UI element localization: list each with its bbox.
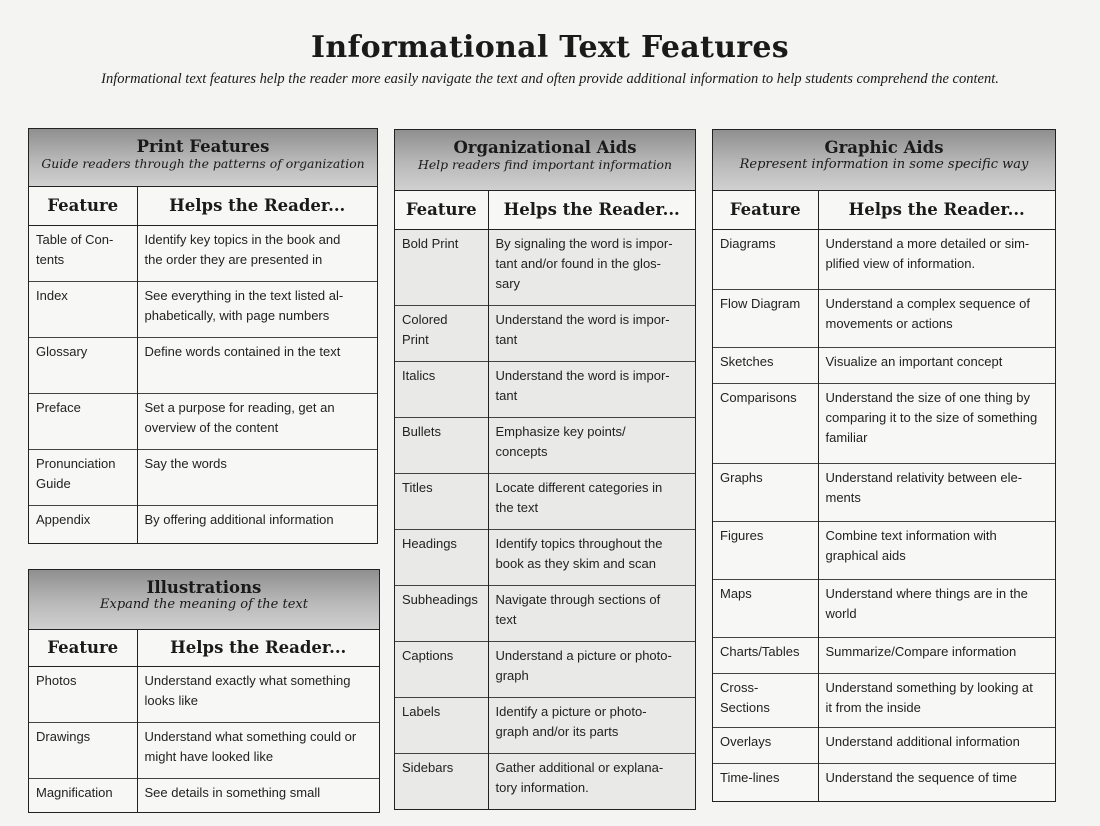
feature-cell: Bold Print	[395, 229, 488, 305]
feature-cell: Captions	[395, 641, 488, 697]
table-row	[395, 753, 695, 809]
table-row	[395, 697, 695, 753]
feature-column-header: Feature	[29, 187, 137, 225]
table-row	[395, 417, 695, 473]
page-title: Informational Text Features	[311, 30, 789, 65]
helps-cell: Summarize/Compare information	[818, 637, 1055, 673]
feature-cell: Sketches	[713, 347, 818, 383]
panel-subtitle: Expand the meaning of the text	[100, 597, 308, 612]
feature-cell: Time-lines	[713, 763, 818, 801]
table-row	[713, 673, 1055, 727]
graphic-aids-panel	[712, 129, 1056, 802]
helps-cell: Define words contained in the text	[137, 337, 377, 393]
table-row	[29, 281, 377, 337]
table-row	[29, 505, 377, 543]
helps-cell: Understand what something could or might have looked like	[137, 722, 379, 778]
panel-subtitle: Represent information in some specific way	[739, 157, 1029, 172]
feature-cell: Drawings	[29, 722, 137, 778]
helps-cell: Identify key topics in the book and the order they are presented in	[144, 231, 341, 267]
feature-column-header: Feature	[29, 630, 137, 666]
feature-cell: Diagrams	[713, 229, 818, 289]
table-row	[395, 305, 695, 361]
feature-cell: Italics	[395, 361, 488, 417]
helps-column-header: Helps the Reader...	[818, 191, 1055, 229]
features-table	[29, 630, 379, 812]
table-row	[29, 722, 379, 778]
panel-subtitle: Help readers find important information	[418, 157, 672, 172]
helps-cell: Navigate through sections of text	[488, 585, 695, 641]
helps-cell: Locate different categories in the text	[488, 473, 695, 529]
helps-cell: Understand the size of one thing by comparing it to the size of something familiar	[818, 383, 1055, 463]
panel-header	[29, 570, 379, 630]
feature-cell: Preface	[29, 393, 137, 449]
table-row	[395, 473, 695, 529]
feature-cell: Appendix	[29, 505, 137, 543]
feature-cell: Charts/Tables	[713, 637, 818, 673]
helps-cell: Understand exactly what something looks like	[144, 672, 351, 708]
helps-cell: Understand the word is impor- tant	[488, 361, 695, 417]
features-table	[713, 191, 1055, 801]
helps-cell: Combine text information with graphical aids	[818, 521, 1055, 579]
helps-cell: Say the words	[137, 449, 377, 505]
helps-column-header: Helps the Reader...	[137, 187, 377, 225]
table-row	[395, 229, 695, 305]
table-row	[713, 637, 1055, 673]
feature-cell: Titles	[395, 473, 488, 529]
helps-cell: Understand something by looking at it from the inside	[818, 673, 1055, 727]
table-row	[713, 229, 1055, 289]
illustrations-panel	[28, 569, 380, 813]
feature-cell: Figures	[713, 521, 818, 579]
table-row	[713, 347, 1055, 383]
feature-column-header: Feature	[395, 191, 488, 229]
feature-cell: Overlays	[713, 727, 818, 763]
helps-cell: Understand a more detailed or sim- plified view of information.	[825, 235, 1030, 271]
table-row	[713, 521, 1055, 579]
helps-cell: By signaling the word is impor- tant and/or found in the glos- sary	[488, 229, 695, 305]
table-row	[713, 579, 1055, 637]
panel-header	[395, 130, 695, 191]
feature-cell: Labels	[395, 697, 488, 753]
table-row	[713, 727, 1055, 763]
helps-cell: By offering additional information	[137, 505, 377, 543]
table-row	[713, 463, 1055, 521]
table-row	[29, 666, 379, 722]
panel-subtitle: Guide readers through the patterns of organization	[41, 156, 365, 171]
panel-header	[713, 130, 1055, 191]
helps-column-header: Helps the Reader...	[137, 630, 379, 666]
table-row	[395, 529, 695, 585]
helps-cell: Identify a picture or photo- graph and/or its parts	[488, 697, 695, 753]
table-row	[29, 393, 377, 449]
feature-cell: Magnification	[29, 778, 137, 812]
table-row	[713, 763, 1055, 801]
table-row	[395, 585, 695, 641]
helps-cell: Set a purpose for reading, get an overview of the content	[137, 393, 377, 449]
helps-cell: Understand where things are in the world	[818, 579, 1055, 637]
table-row	[29, 225, 377, 281]
feature-cell: Pronunciation Guide	[29, 449, 137, 505]
feature-cell: Glossary	[29, 337, 137, 393]
helps-cell: Emphasize key points/ concepts	[488, 417, 695, 473]
table-row	[395, 361, 695, 417]
feature-cell: Index	[29, 281, 137, 337]
table-row	[713, 289, 1055, 347]
helps-cell: Understand additional information	[818, 727, 1055, 763]
feature-cell: Comparisons	[713, 383, 818, 463]
organizational-aids-panel	[394, 129, 696, 810]
feature-column-header: Feature	[713, 191, 818, 229]
panel-title: Illustrations	[146, 578, 262, 597]
helps-cell: Understand a complex sequence of movements or actions	[818, 289, 1055, 347]
table-row	[713, 383, 1055, 463]
print-features-panel	[28, 128, 378, 544]
helps-cell: Identify topics throughout the book as they skim and scan	[488, 529, 695, 585]
page-subtitle: Informational text features help the reader more easily navigate the text and often provide additional information to help students comprehend the content.	[101, 71, 999, 87]
helps-cell: See details in something small	[137, 778, 379, 812]
table-row	[29, 449, 377, 505]
panel-header	[29, 129, 377, 187]
feature-cell: Sidebars	[395, 753, 488, 809]
panel-title: Organizational Aids	[453, 138, 637, 157]
helps-cell: See everything in the text listed al- phabetically, with page numbers	[137, 281, 377, 337]
helps-cell: Gather additional or explana- tory information.	[488, 753, 695, 809]
features-table	[29, 187, 377, 543]
table-row	[29, 337, 377, 393]
feature-cell: Colored Print	[395, 305, 488, 361]
helps-cell: Understand a picture or photo- graph	[488, 641, 695, 697]
panel-title: Graphic Aids	[824, 138, 944, 157]
feature-cell: Subheadings	[395, 585, 488, 641]
helps-cell: Understand the sequence of time	[818, 763, 1055, 801]
feature-cell: Bullets	[395, 417, 488, 473]
panel-title: Print Features	[136, 137, 270, 156]
table-row	[29, 778, 379, 812]
helps-cell: Visualize an important concept	[818, 347, 1055, 383]
feature-cell: Table of Con- tents	[29, 225, 137, 281]
feature-cell: Flow Diagram	[713, 289, 818, 347]
feature-cell: Graphs	[713, 463, 818, 521]
helps-cell: Understand relativity between ele- ments	[818, 463, 1055, 521]
table-row	[395, 641, 695, 697]
helps-column-header: Helps the Reader...	[488, 191, 695, 229]
feature-cell: Maps	[713, 579, 818, 637]
helps-cell: Understand the word is impor- tant	[488, 305, 695, 361]
feature-cell: Photos	[29, 666, 137, 722]
feature-cell: Cross- Sections	[713, 673, 818, 727]
features-table	[395, 191, 695, 809]
feature-cell: Headings	[395, 529, 488, 585]
